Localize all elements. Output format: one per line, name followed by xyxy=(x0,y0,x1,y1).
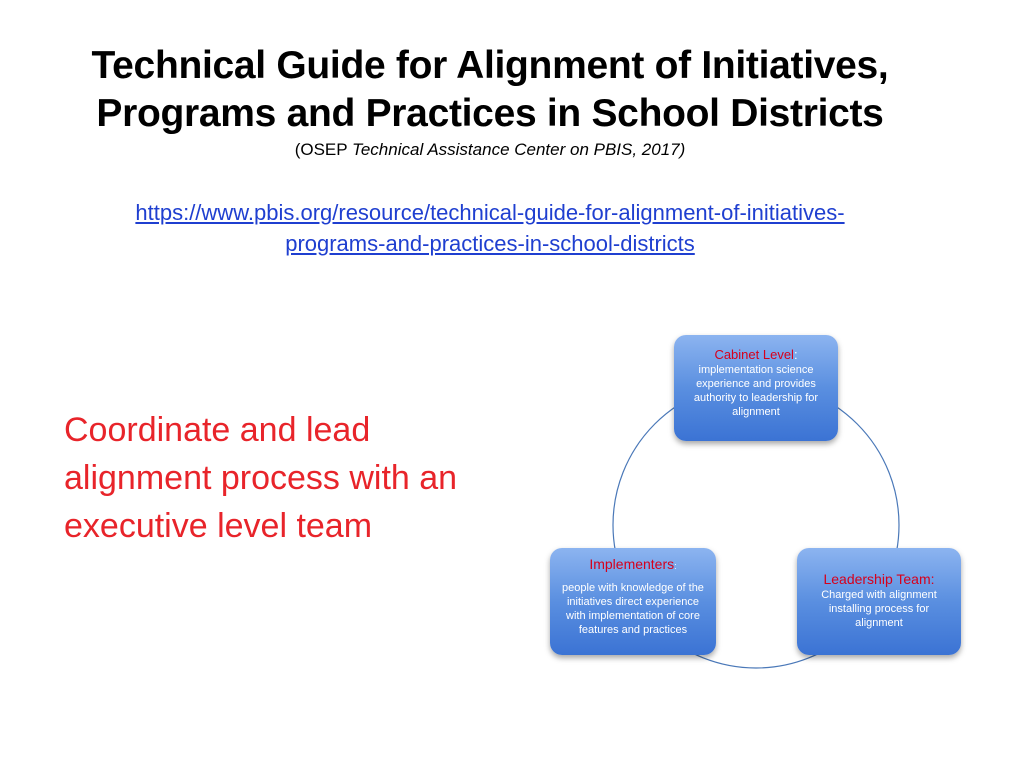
implementers-heading xyxy=(558,555,708,575)
lead-statement: Coordinate and lead alignment process with an executive level team xyxy=(64,411,458,545)
resource-link-line-1[interactable]: https://www.pbis.org/resource/technical-guide-for-alignment-of-initiatives- xyxy=(135,200,845,225)
cabinet-level-node[interactable] xyxy=(674,335,838,441)
citation-prefix: (OSEP xyxy=(294,140,353,159)
leadership-team-description: Charged with alignment installing process for alignment xyxy=(821,589,937,629)
cabinet-level-description: implementation science experience and provides authority to leadership for alignment xyxy=(693,364,819,418)
implementers-title: Implementers xyxy=(589,556,675,572)
cabinet-level-title: Cabinet Level xyxy=(714,347,794,362)
cabinet-level-heading xyxy=(682,347,830,363)
citation-italic: Technical Assistance Center on PBIS, 2017) xyxy=(352,140,686,159)
leadership-team-node[interactable] xyxy=(797,548,961,655)
implementers-description: people with knowledge of the initiatives direct experience with implementation of core features and practices xyxy=(562,582,704,636)
title-line-1: Technical Guide for Alignment of Initiatives, xyxy=(91,44,889,87)
implementers-colon: : xyxy=(674,561,677,571)
leadership-team-heading xyxy=(805,571,953,588)
implementers-node[interactable] xyxy=(550,548,716,655)
title-line-2: Programs and Practices in School Districts xyxy=(96,92,884,135)
leadership-team-title: Leadership Team: xyxy=(823,571,935,587)
resource-link-line-2[interactable]: programs-and-practices-in-school-districts xyxy=(285,231,695,256)
cabinet-level-colon: : xyxy=(793,347,798,362)
